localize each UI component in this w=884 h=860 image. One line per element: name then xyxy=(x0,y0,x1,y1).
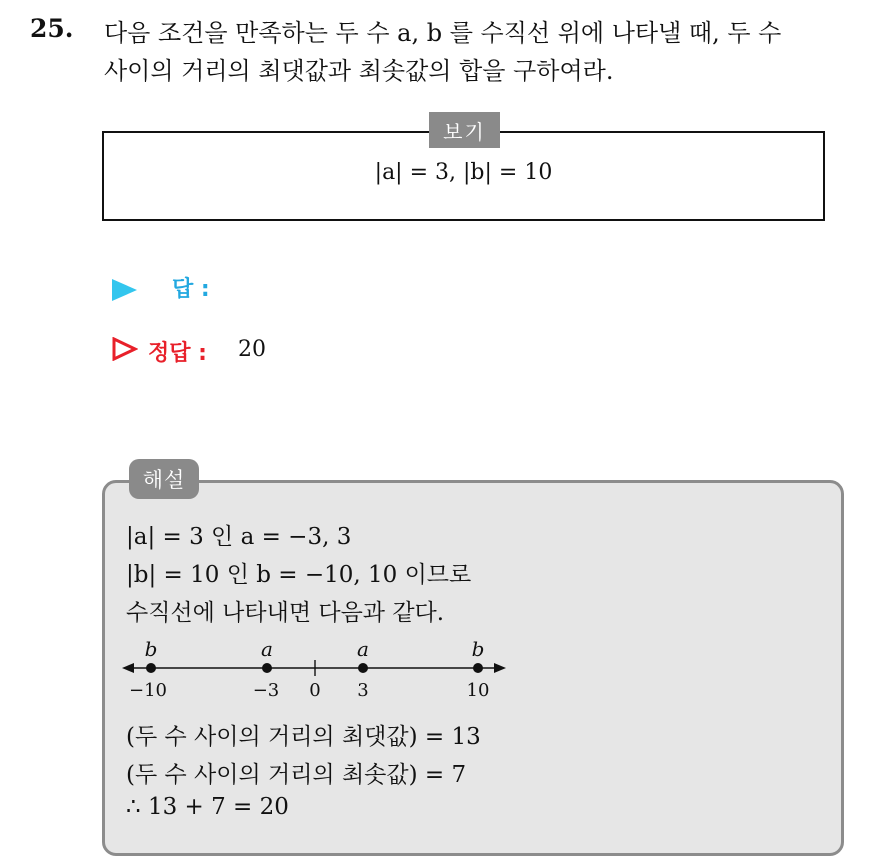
tick-label-3: 3 xyxy=(357,680,369,701)
answer-label: 답 : xyxy=(172,277,210,302)
solution-line-4: (두 수 사이의 거리의 최댓값) = 13 xyxy=(126,724,481,750)
tick-label-0: 0 xyxy=(309,680,321,701)
point-label-a-right: a xyxy=(357,637,369,661)
solution-line-6: ∴ 13 + 7 = 20 xyxy=(126,794,289,820)
question-line-1: 다음 조건을 만족하는 두 수 a, b 를 수직선 위에 나타낼 때, 두 수 xyxy=(104,19,782,47)
condition-tab: 보기 xyxy=(429,112,500,148)
point-b-left xyxy=(146,663,156,673)
solution-line-2: |b| = 10 인 b = −10, 10 이므로 xyxy=(126,562,472,588)
point-label-a-left: a xyxy=(261,637,273,661)
question-line-2: 사이의 거리의 최댓값과 최솟값의 합을 구하여라. xyxy=(104,57,614,85)
tick-label-10: 10 xyxy=(466,680,490,701)
correct-label: 정답 : xyxy=(148,341,207,366)
point-a-left xyxy=(262,663,272,673)
point-a-right xyxy=(358,663,368,673)
number-line-right-arrow xyxy=(494,663,506,673)
question-number: 25. xyxy=(30,14,74,43)
point-label-b-right: b xyxy=(471,637,485,661)
tick-label-neg10: −10 xyxy=(129,680,167,701)
solution-line-1: |a| = 3 인 a = −3, 3 xyxy=(126,524,352,550)
question-text xyxy=(104,14,874,90)
number-line xyxy=(118,628,518,704)
condition-text: |a| = 3, |b| = 10 xyxy=(374,160,553,185)
point-b-right xyxy=(473,663,483,673)
correct-value: 20 xyxy=(238,337,266,362)
solution-tab: 해설 xyxy=(129,459,199,499)
point-label-b-left: b xyxy=(144,637,158,661)
number-line-left-arrow xyxy=(122,663,134,673)
tick-label-neg3: −3 xyxy=(252,680,280,701)
answer-arrow-icon xyxy=(112,279,137,301)
solution-line-5: (두 수 사이의 거리의 최솟값) = 7 xyxy=(126,762,467,788)
correct-arrow-icon xyxy=(112,337,138,361)
solution-line-3: 수직선에 나타내면 다음과 같다. xyxy=(126,600,445,626)
